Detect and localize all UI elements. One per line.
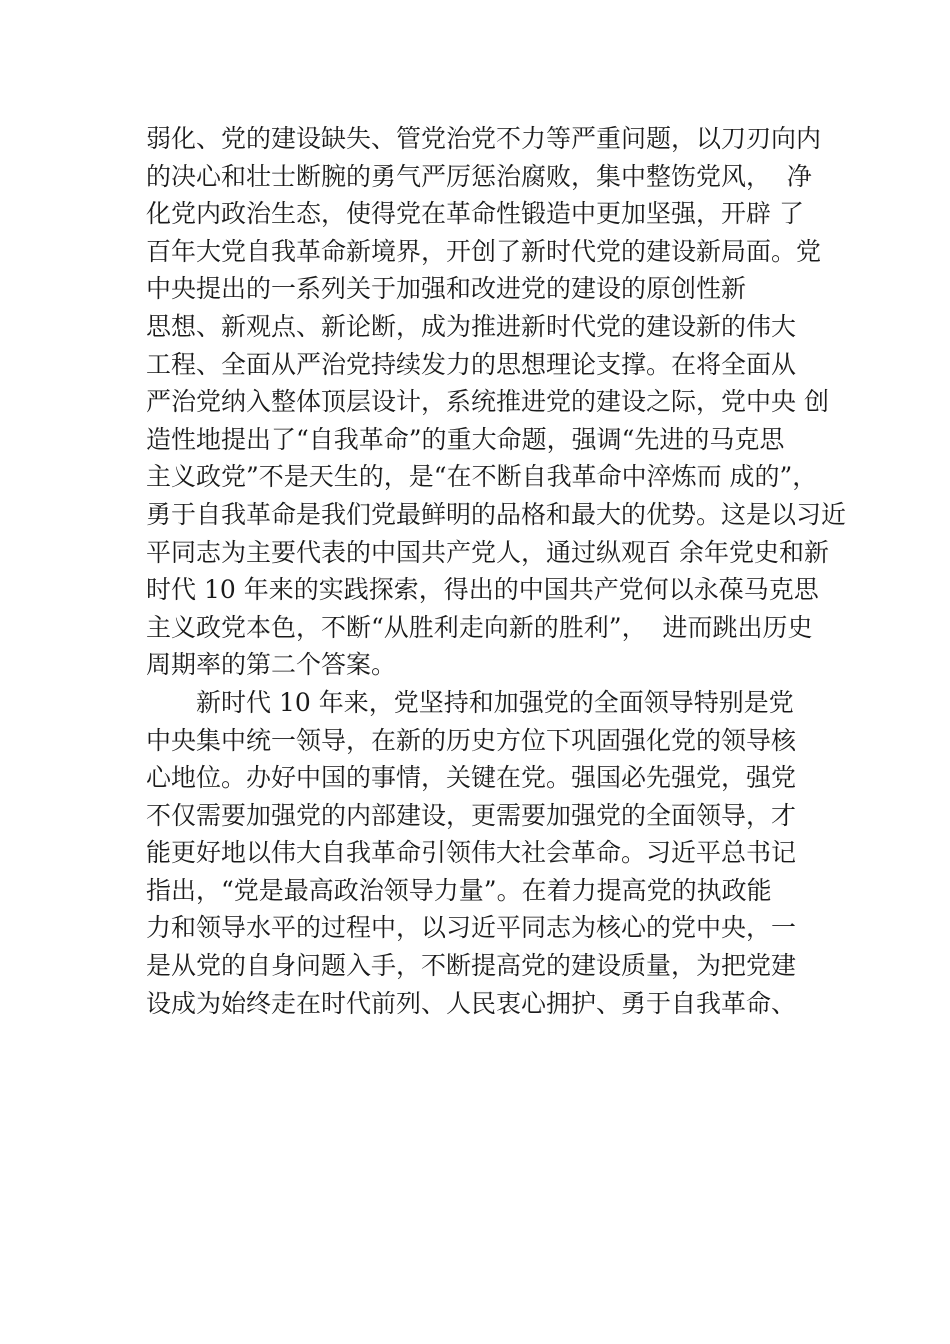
document-body <box>146 120 846 1022</box>
paragraph-line: 设成为始终走在时代前列、人民衷心拥护、勇于自我革命、 <box>146 988 797 1018</box>
paragraph-line: 工程、全面从严治党持续发力的思想理论支撑。在将全面从 <box>146 349 797 379</box>
paragraph-line: 的决心和壮士断腕的勇气严厉惩治腐败，集中整饬党风， 净 <box>146 161 812 191</box>
paragraph-line: 时代 10 年来的实践探索，得出的中国共产党何以永葆马克思 <box>146 575 819 605</box>
paragraph-line: 能更好地以伟大自我革命引领伟大社会革命。习近平总书记 <box>146 838 797 868</box>
paragraph-line: 周期率的第二个答案。 <box>146 650 397 680</box>
paragraph-2 <box>146 684 846 1022</box>
paragraph-line: 中央提出的一系列关于加强和改进党的建设的原创性新 <box>146 274 747 304</box>
paragraph-line: 严治党纳入整体顶层设计，系统推进党的建设之际，党中央 创 <box>146 387 829 417</box>
paragraph-line: 心地位。办好中国的事情，关键在党。强国必先强党，强党 <box>146 763 797 793</box>
paragraph-line: 百年大党自我革命新境界，开创了新时代党的建设新局面。党 <box>146 236 822 266</box>
paragraph-line: 力和领导水平的过程中，以习近平同志为核心的党中央，一 <box>146 913 797 943</box>
paragraph-line: 思想、新观点、新论断，成为推进新时代党的建设新的伟大 <box>146 311 797 341</box>
paragraph-1 <box>146 120 846 684</box>
paragraph-line: 指出，“党是最高政治领导力量”。在着力提高党的执政能 <box>146 875 772 905</box>
paragraph-line: 造性地提出了“自我革命”的重大命题，强调“先进的马克思 <box>146 424 785 454</box>
paragraph-line: 是从党的自身问题入手，不断提高党的建设质量，为把党建 <box>146 951 797 981</box>
paragraph-line: 化党内政治生态，使得党在革命性锻造中更加坚强，开辟 了 <box>146 199 804 229</box>
paragraph-line: 平同志为主要代表的中国共产党人，通过纵观百 余年党史和新 <box>146 537 829 567</box>
paragraph-line: 主义政党”不是天生的，是“在不断自我革命中淬炼而 成的”， <box>146 462 818 492</box>
paragraph-line: 主义政党本色，不断“从胜利走向新的胜利”， 进而跳出历史 <box>146 612 813 642</box>
paragraph-line: 勇于自我革命是我们党最鲜明的品格和最大的优势。这是以习近 <box>146 499 847 529</box>
paragraph-line-first: 新时代 10 年来，党坚持和加强党的全面领导特别是党 <box>196 687 794 717</box>
paragraph-line: 弱化、党的建设缺失、管党治党不力等严重问题，以刀刃向内 <box>146 124 822 153</box>
paragraph-line: 中央集中统一领导，在新的历史方位下巩固强化党的领导核 <box>146 725 797 755</box>
paragraph-line: 不仅需要加强党的内部建设，更需要加强党的全面领导，才 <box>146 800 797 830</box>
